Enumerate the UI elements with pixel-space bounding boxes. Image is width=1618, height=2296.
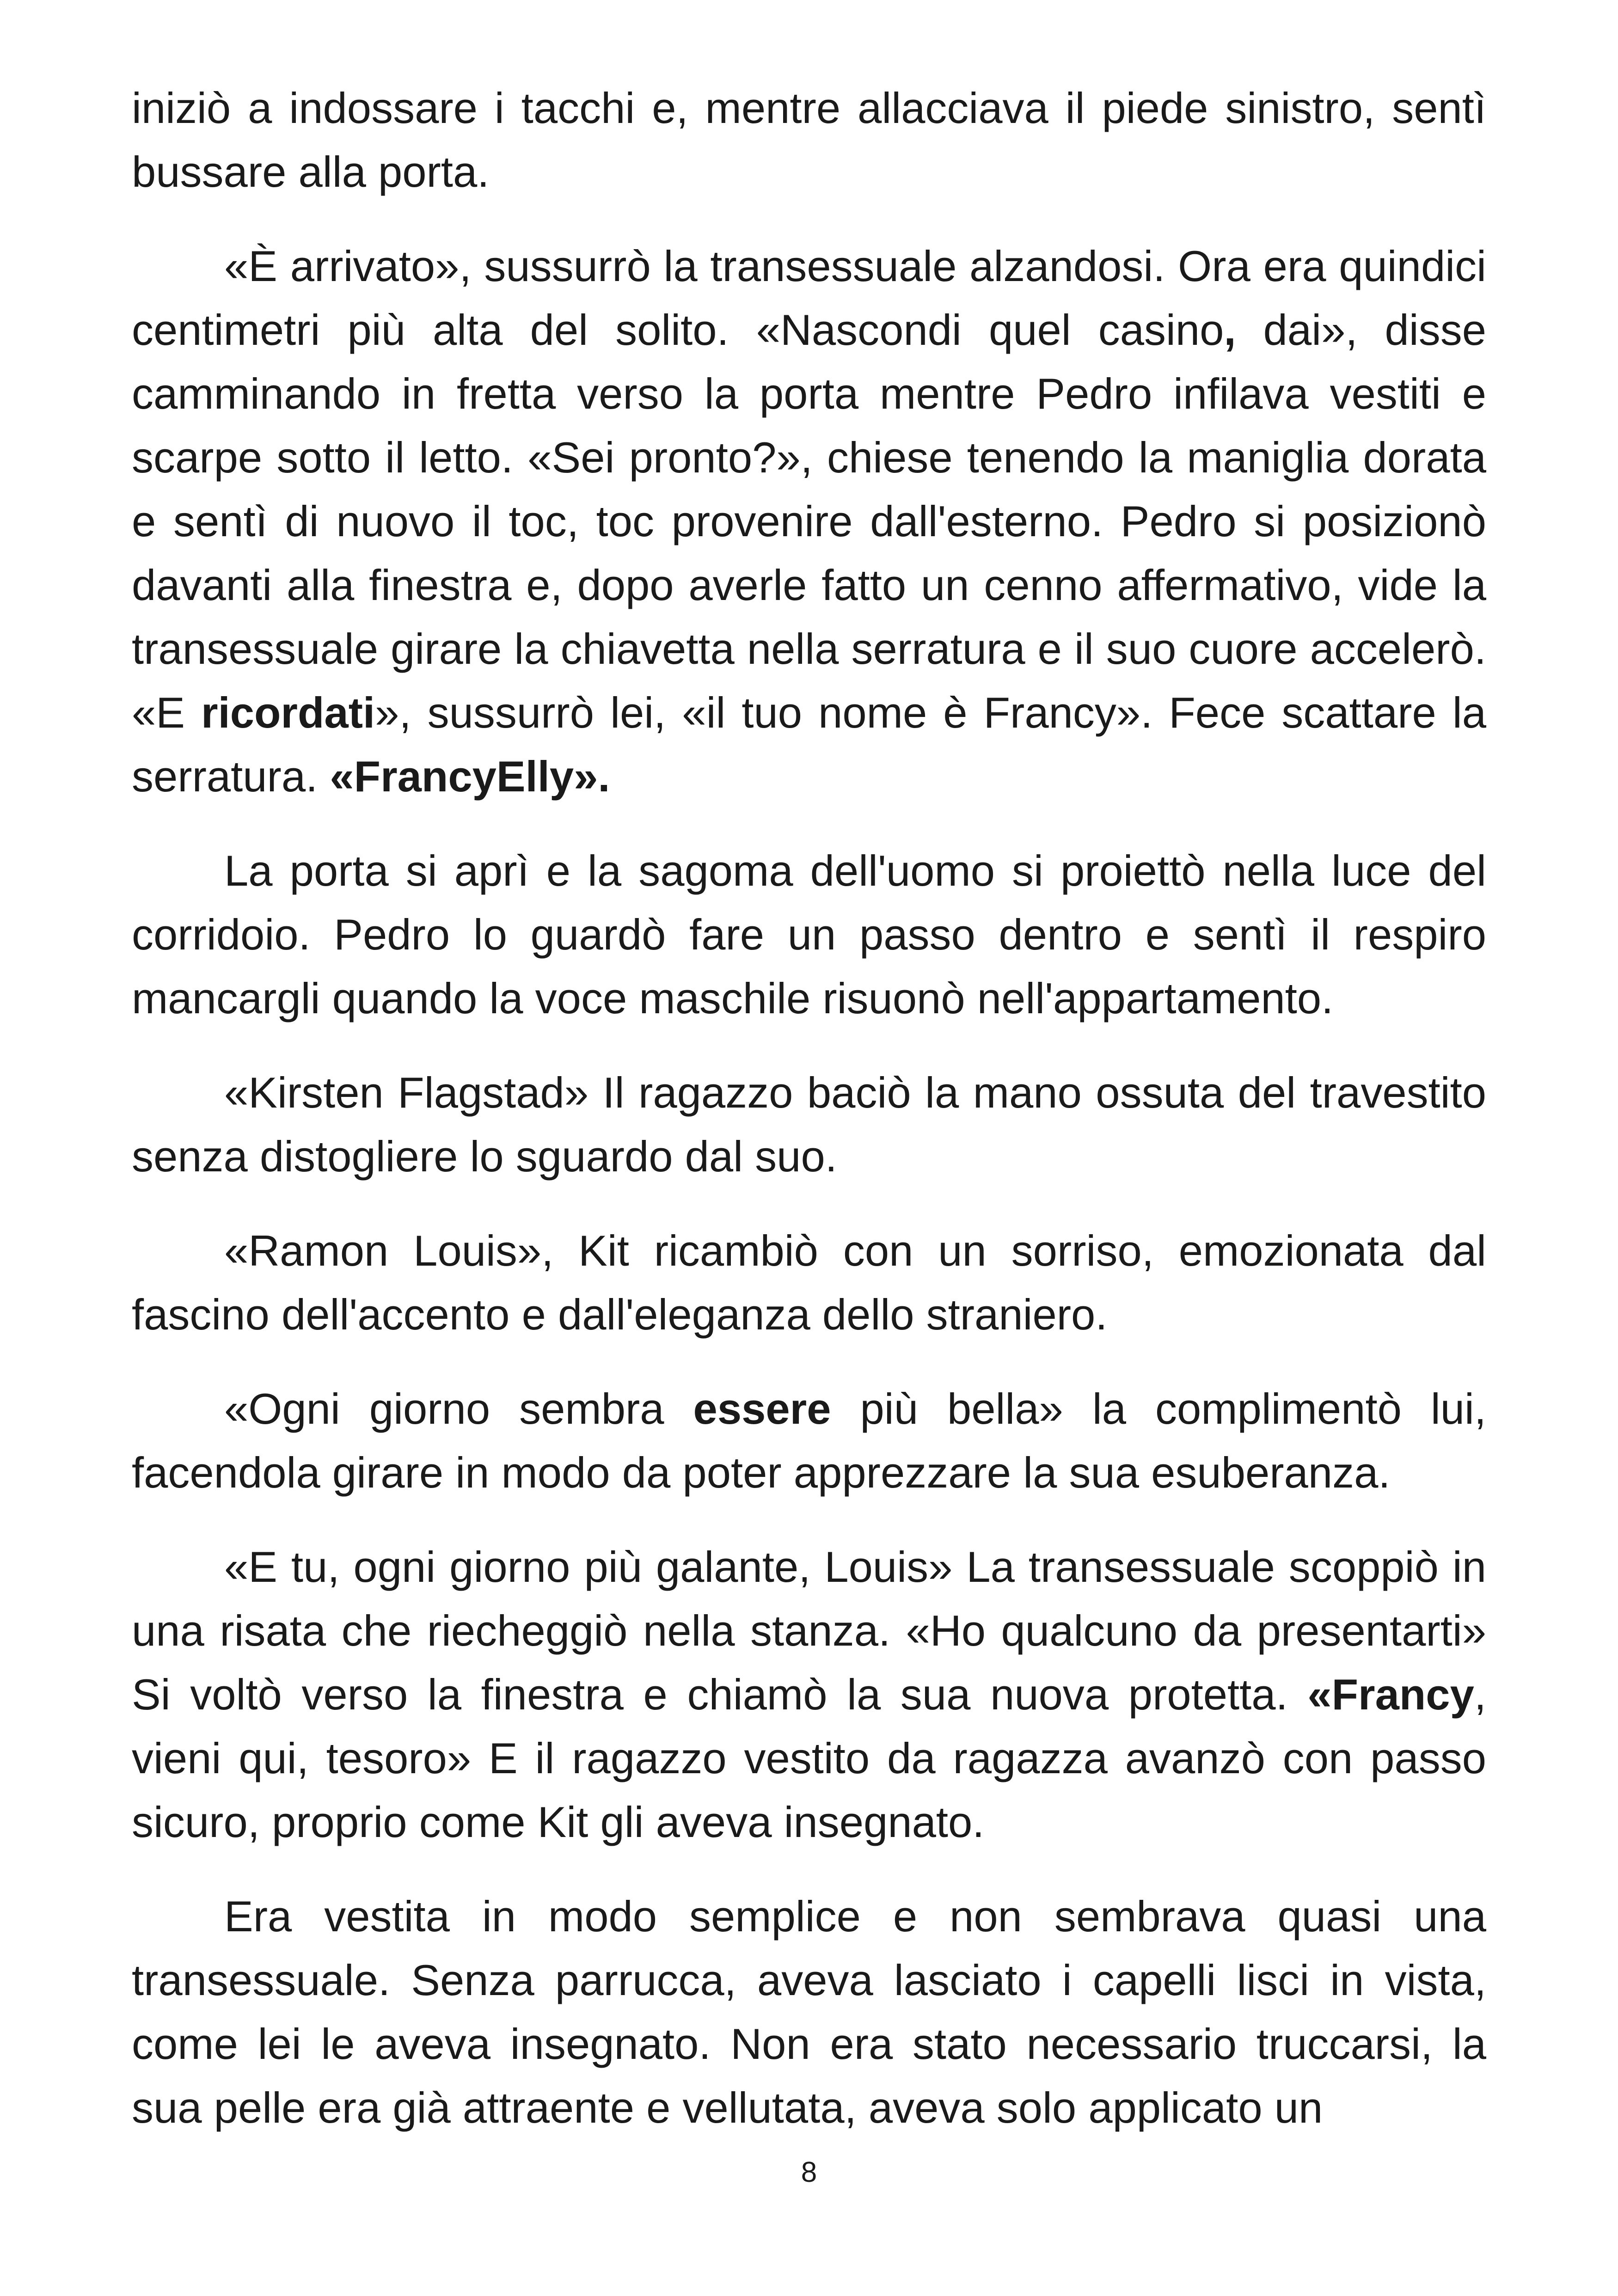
text-run: «Kirsten Flagstad» Il ragazzo baciò la mano ossuta del travestito senza distogliere lo sguardo dal suo. xyxy=(132,1068,1486,1181)
paragraph xyxy=(132,1061,1486,1188)
page-body xyxy=(132,76,1486,2170)
text-run: La porta si aprì e la sagoma dell'uomo si proiettò nella luce del corridoio. Pedro lo guardò fare un passo dentro e sentì il respiro mancargli quando la voce maschile risuonò nell'appartamento. xyxy=(132,846,1486,1022)
text-run: », sussurrò lei, «il tuo nome è Francy». Fece scattare la serratura. xyxy=(132,688,1486,801)
text-run: «Ogni giorno sembra xyxy=(224,1384,693,1433)
bold-text-run: ricordati xyxy=(201,688,375,737)
text-run: , vieni qui, tesoro» E il ragazzo vestito da ragazza avanzò con passo sicuro, proprio come Kit gli aveva insegnato. xyxy=(132,1670,1486,1846)
text-run: più bella» la complimentò lui, facendola girare in modo da poter apprezzare la sua esuberanza. xyxy=(132,1384,1486,1497)
paragraph xyxy=(132,839,1486,1030)
text-run: «Ramon Louis», Kit ricambiò con un sorriso, emozionata dal fascino dell'accento e dall'eleganza dello straniero. xyxy=(132,1226,1486,1339)
page-number: 8 xyxy=(801,2156,817,2188)
paragraph xyxy=(132,1535,1486,1854)
paragraph xyxy=(132,1219,1486,1347)
paragraph xyxy=(132,1377,1486,1505)
paragraph xyxy=(132,1885,1486,2140)
text-run: dai», disse camminando in fretta verso la porta mentre Pedro infilava vestiti e scarpe sotto il letto. «Sei pronto?», chiese tenendo la maniglia dorata e sentì di nuovo il toc, toc provenire dall'esterno. Pedro si posizionò davanti alla finestra e, dopo averle fatto un cenno affermativo, vide la transessuale girare la chiavetta nella serratura e il suo cuore accelerò. «E xyxy=(132,306,1486,737)
text-run: «E tu, ogni giorno più galante, Louis» La transessuale scoppiò in una risata che riecheggiò nella stanza. «Ho qualcuno da presentarti» Si voltò verso la finestra e chiamò la sua nuova protetta. xyxy=(132,1543,1486,1719)
bold-text-run: essere xyxy=(693,1384,831,1433)
paragraph xyxy=(132,76,1486,204)
paragraph xyxy=(132,234,1486,808)
text-run: iniziò a indossare i tacchi e, mentre allacciava il piede sinistro, sentì bussare alla porta. xyxy=(132,84,1486,196)
bold-text-run: , xyxy=(1224,306,1236,354)
bold-text-run: «FrancyElly». xyxy=(330,752,610,801)
text-run: «È arrivato», sussurrò la transessuale alzandosi. Ora era quindici centimetri più alta del solito. «Nascondi quel casino xyxy=(132,242,1486,354)
bold-text-run: «Francy xyxy=(1307,1670,1474,1719)
text-run: Era vestita in modo semplice e non sembrava quasi una transessuale. Senza parrucca, aveva lasciato i capelli lisci in vista, come lei le aveva insegnato. Non era stato necessario truccarsi, la sua pelle era già attraente e vellutata, aveva solo applicato un xyxy=(132,1892,1486,2132)
